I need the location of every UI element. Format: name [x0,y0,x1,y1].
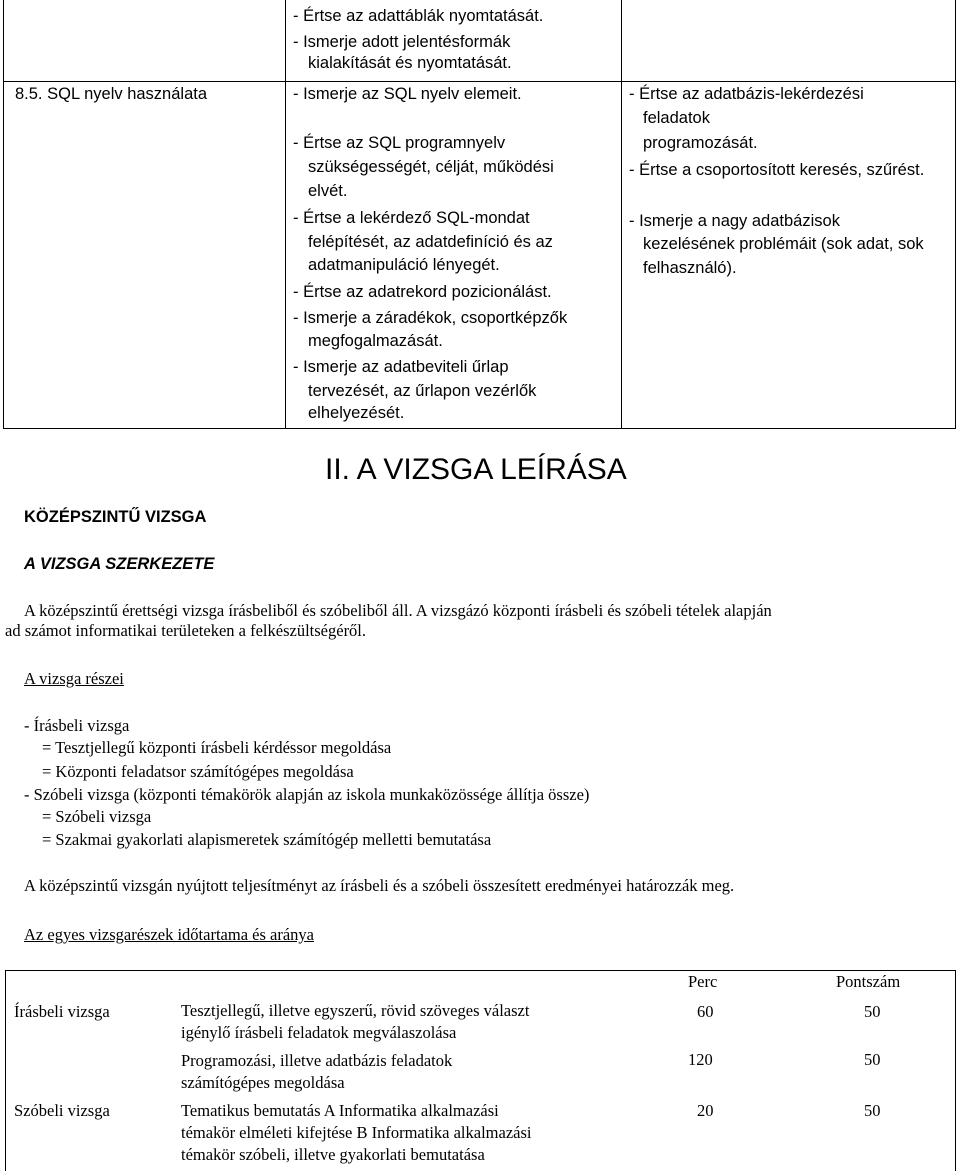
table-cell-desc: témakör elméleti kifejtése B Informatika alkalmazási [181,1123,532,1142]
list-item: - Szóbeli vizsga (központi témakörök alapján az iskola munkaközössége állítja össze) [24,785,590,804]
list-item: = Tesztjellegű központi írásbeli kérdéssor megoldása [42,738,392,757]
result-line: A középszintű vizsgán nyújtott teljesítményt az írásbeli és a szóbeli összesített eredményei határozzák meg. [24,876,735,895]
table-cell-desc: Programozási, illetve adatbázis feladatok [181,1051,453,1070]
middle-line: adatmanipuláció lényegét. [308,256,500,274]
right-line: - Ismerje a nagy adatbázisok [629,212,840,230]
table-cell-perc: 60 [697,1002,714,1021]
perc-header: Perc [688,972,718,991]
top-table-border-right [955,0,956,428]
table-cell-desc: igénylő írásbeli feladatok megválaszolása [181,1023,457,1042]
list-item: = Központi feladatsor számítógépes megoldása [42,762,354,781]
topic-cell: 8.5. SQL nyelv használata [15,85,208,103]
level-heading: KÖZÉPSZINTŰ VIZSGA [24,508,207,526]
right-line: felhasználó). [643,259,737,277]
top-table-border-col3 [621,0,622,428]
table-cell-desc: Tesztjellegű, illetve egyszerű, rövid szöveges választ [181,1001,530,1020]
top-table-border-col2 [285,0,286,428]
parts-heading: A vizsga részei [24,669,124,688]
table-cell-desc: számítógépes megoldása [181,1073,345,1092]
list-item: - Írásbeli vizsga [24,716,130,735]
table-cell-desc: témakör szóbeli, illetve gyakorlati bemutatása [181,1145,485,1164]
table-cell-desc: Tematikus bemutatás A Informatika alkalmazási [181,1101,499,1120]
structure-heading: A VIZSGA SZERKEZETE [24,555,215,573]
intro-line: A középszintű érettségi vizsga írásbeliből és szóbeliből áll. A vizsgázó központi írásbeli és szóbeli tételek alapján [24,601,772,620]
duration-table-top [5,970,956,971]
middle-line: elvét. [308,182,348,200]
middle-line: felépítését, az adatdefiníció és az [308,233,553,251]
middle-line: - Értse a lekérdező SQL-mondat [293,209,530,227]
table-cell-pont: 50 [864,1050,881,1069]
right-line: - Értse az adatbázis-lekérdezési [629,85,864,103]
list-item: = Szakmai gyakorlati alapismeretek számítógép melletti bemutatása [42,830,492,849]
right-line: programozását. [643,134,758,152]
duration-table-border-right [955,970,956,1171]
table-cell-part: Szóbeli vizsga [14,1101,110,1120]
table-cell-part: Írásbeli vizsga [14,1002,110,1021]
table-cell-perc: 120 [688,1050,713,1069]
prev-row-line: kialakítását és nyomtatását. [308,54,512,72]
top-table-bottom [3,428,956,429]
pontszam-header: Pontszám [836,972,901,991]
list-item: = Szóbeli vizsga [42,807,152,826]
middle-line: - Értse az SQL programnyelv [293,134,506,152]
right-line: kezelésének problémáit (sok adat, sok [643,235,924,253]
middle-line: - Értse az adatrekord pozicionálást. [293,283,552,301]
middle-line: - Ismerje az SQL nyelv elemeit. [293,85,522,103]
table-cell-pont: 50 [864,1101,881,1120]
section-title: II. A VIZSGA LEÍRÁSA [325,453,627,486]
top-table-row-divider [3,81,956,82]
right-line: feladatok [643,109,710,127]
middle-line: szükségességét, célját, működési [308,158,554,176]
duration-table-border-left [5,970,6,1171]
middle-line: megfogalmazását. [308,332,443,350]
middle-line: tervezését, az űrlapon vezérlők [308,382,537,400]
table-cell-pont: 50 [864,1002,881,1021]
duration-heading: Az egyes vizsgarészek időtartama és aránya [24,925,314,944]
top-table-border-left [3,0,4,428]
middle-line: - Ismerje az adatbeviteli űrlap [293,358,509,376]
intro-line: ad számot informatikai területeken a felkészültségéről. [5,621,367,640]
right-line: - Értse a csoportosított keresés, szűrést. [629,161,925,179]
prev-row-line: - Ismerje adott jelentésformák [293,33,511,51]
middle-line: elhelyezését. [308,404,405,422]
middle-line: - Ismerje a záradékok, csoportképzők [293,309,568,327]
table-cell-perc: 20 [697,1101,714,1120]
prev-row-line: - Értse az adattáblák nyomtatását. [293,7,544,25]
